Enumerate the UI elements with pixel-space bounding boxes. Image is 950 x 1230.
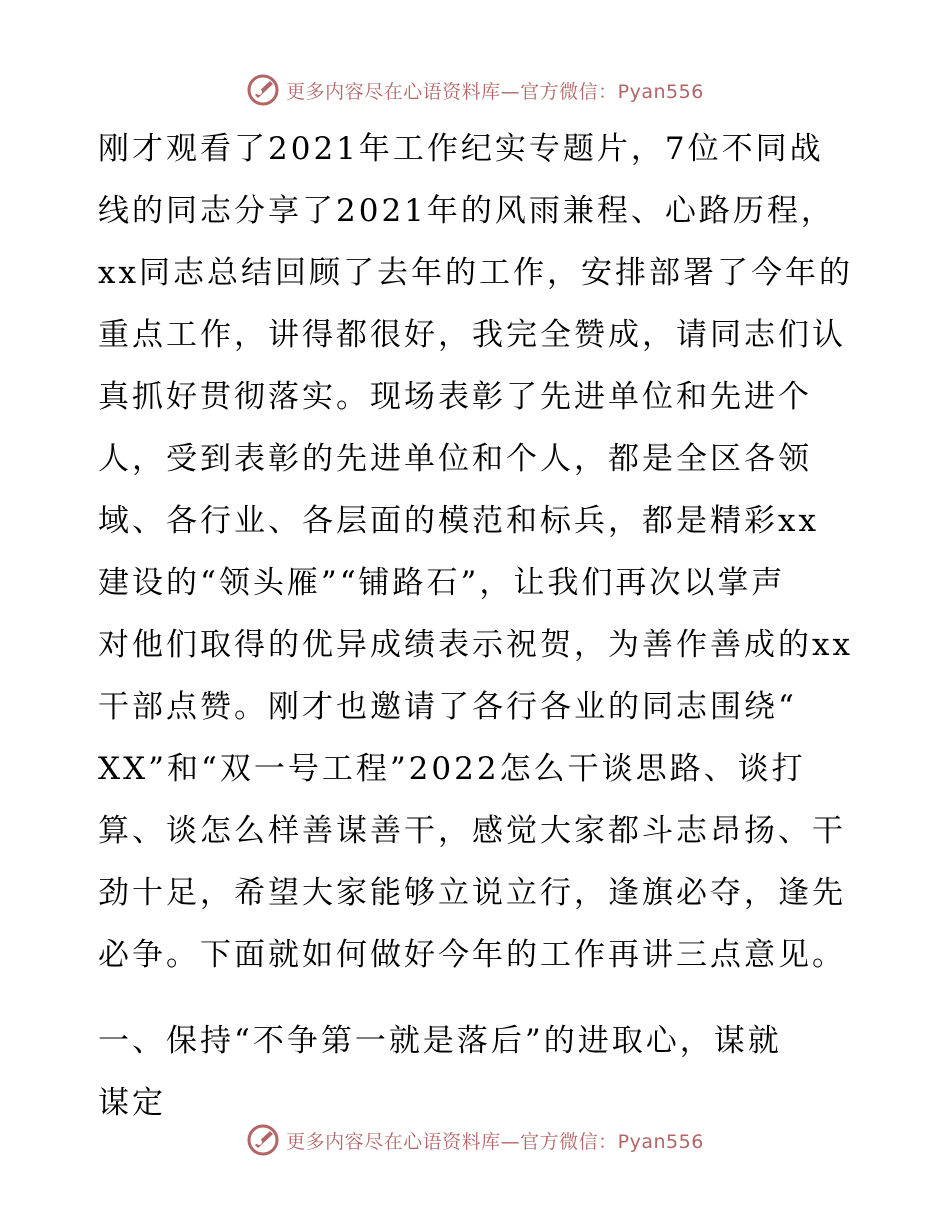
body-line: 线的同志分享了2021年的风雨兼程、心路历程， [98,193,835,229]
body-line: 刚才观看了2021年工作纪实专题片，7位不同战 [98,131,824,167]
body-line: 真抓好贯彻落实。现场表彰了先进单位和先进个 [98,379,812,415]
watermark-text: 更多内容尽在心语资料库—官方微信：Pyan556 [286,1130,704,1153]
body-line: 劲十足，希望大家能够立说立行，逢旗必夺，逢先 [98,875,846,911]
paragraph-gap [98,986,858,1010]
body-line: 必争。下面就如何做好今年的工作再讲三点意见。 [98,937,846,973]
section-heading-line: 谋定 [98,1085,166,1121]
watermark-text: 更多内容尽在心语资料库—官方微信：Pyan556 [286,80,704,103]
body-line: 对他们取得的优异成绩表示祝贺，为善作善成的xx [98,627,853,663]
body-line: xx同志总结回顾了去年的工作，安排部署了今年的 [98,255,853,291]
body-line: 域、各行业、各层面的模范和标兵，都是精彩xx [98,503,819,539]
body-line: XX”和“双一号工程”2022怎么干谈思路、谈打 [98,751,806,787]
document-body [98,118,858,1134]
body-line: 建设的“领头雁”“铺路石”，让我们再次以掌声 [98,565,786,601]
section-heading-line: 一、保持“不争第一就是落后”的进取心，谋就 [98,1023,782,1059]
watermark-logo-icon [246,1123,280,1157]
body-line: 干部点赞。刚才也邀请了各行各业的同志围绕“ [98,689,797,725]
body-line: 算、谈怎么样善谋善干，感觉大家都斗志昂扬、干 [98,813,846,849]
body-line: 重点工作，讲得都很好，我完全赞成，请同志们认 [98,317,846,353]
footer-watermark [0,1120,950,1160]
body-line: 人，受到表彰的先进单位和个人，都是全区各领 [98,441,812,477]
watermark-logo-icon [246,73,280,107]
header-watermark [0,70,950,110]
